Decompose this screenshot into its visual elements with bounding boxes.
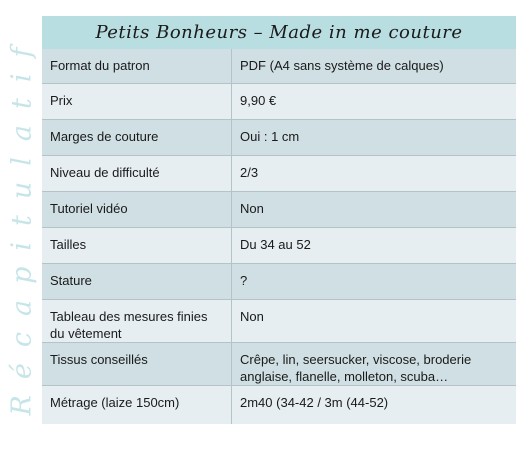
row-label: Stature <box>42 263 232 299</box>
row-label: Format du patron <box>42 49 232 83</box>
row-value: 2/3 <box>232 155 517 191</box>
table-row <box>42 119 516 155</box>
table-row <box>42 191 516 227</box>
row-label: Niveau de difficulté <box>42 155 232 191</box>
row-value: ? <box>232 263 517 299</box>
table-row <box>42 155 516 191</box>
row-label: Métrage (laize 150cm) <box>42 385 232 424</box>
summary-table <box>42 49 516 424</box>
row-value: 9,90 € <box>232 83 517 119</box>
table-row <box>42 342 516 385</box>
table-row <box>42 227 516 263</box>
row-value: PDF (A4 sans système de calques) <box>232 49 517 83</box>
row-value: Non <box>232 299 517 342</box>
side-label-text: Récapitulatif <box>6 31 38 415</box>
side-label <box>3 8 41 438</box>
table-row <box>42 83 516 119</box>
table-row <box>42 385 516 424</box>
table-row <box>42 49 516 83</box>
summary-title: Petits Bonheurs – Made in me couture <box>42 16 516 49</box>
row-label: Tailles <box>42 227 232 263</box>
row-value: Oui : 1 cm <box>232 119 517 155</box>
row-label: Tutoriel vidéo <box>42 191 232 227</box>
row-value: 2m40 (34-42 / 3m (44-52) <box>232 385 517 424</box>
row-label: Tableau des mesures finies du vêtement <box>42 299 232 342</box>
row-value: Du 34 au 52 <box>232 227 517 263</box>
row-value: Crêpe, lin, seersucker, viscose, broderie anglaise, flanelle, molleton, scuba… <box>232 342 517 385</box>
row-label: Marges de couture <box>42 119 232 155</box>
row-label: Prix <box>42 83 232 119</box>
table-row <box>42 263 516 299</box>
row-label: Tissus conseillés <box>42 342 232 385</box>
row-value: Non <box>232 191 517 227</box>
summary-card <box>42 16 516 437</box>
table-row <box>42 299 516 342</box>
